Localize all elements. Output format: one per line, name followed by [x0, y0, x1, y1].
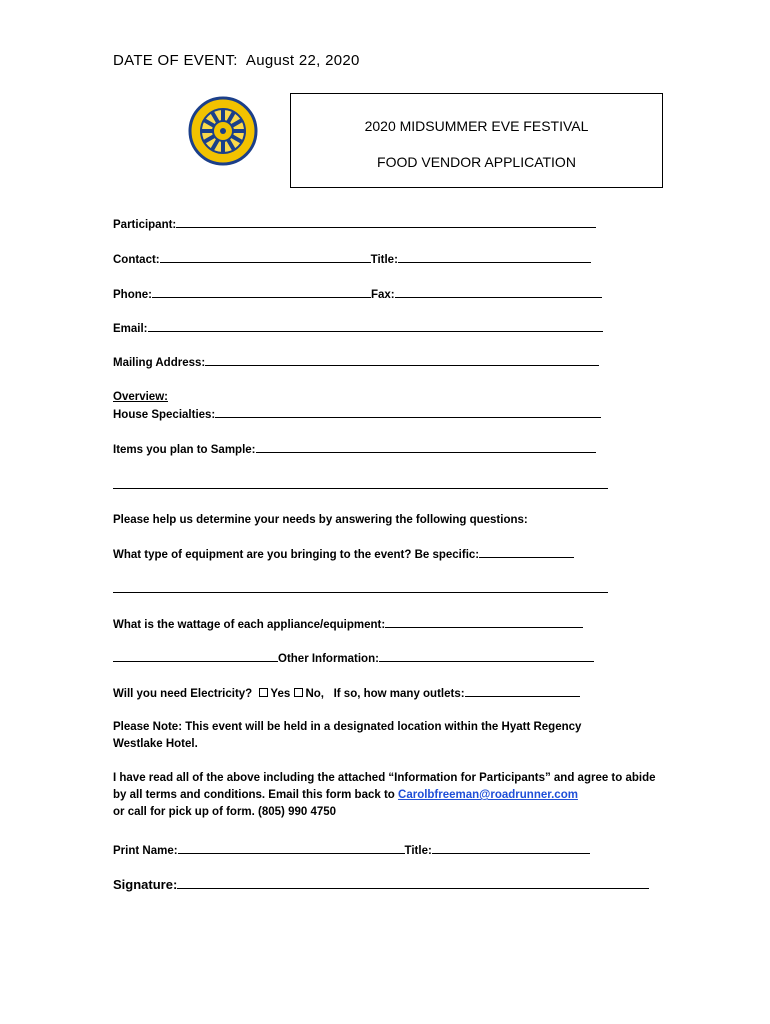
overview-heading: Overview: [113, 391, 168, 403]
wattage-field[interactable] [385, 616, 583, 628]
contact-title-label: Title: [370, 254, 398, 266]
electricity-row [113, 685, 580, 702]
questions-intro: Please help us determine your needs by answering the following questions: [113, 514, 528, 526]
email-field[interactable] [148, 320, 603, 332]
event-date-label: DATE OF EVENT: [113, 52, 238, 69]
fax-field[interactable] [395, 286, 602, 298]
participant-field[interactable] [176, 216, 596, 228]
email-row [113, 320, 603, 337]
print-title-label: Title: [404, 845, 432, 857]
email-label: Email: [113, 323, 148, 335]
phone-field[interactable] [152, 286, 371, 298]
contact-title-field[interactable] [398, 251, 591, 263]
print-title-field[interactable] [432, 842, 590, 854]
contact-field[interactable] [160, 251, 371, 263]
title-box [290, 93, 663, 188]
print-name-field[interactable] [178, 842, 405, 854]
house-specialties-label: House Specialties: [113, 409, 216, 421]
wattage-extra-field[interactable] [113, 650, 278, 662]
other-info-label: Other Information: [278, 653, 379, 665]
event-date-line [113, 52, 360, 69]
items-sample-row [113, 441, 596, 458]
house-specialties-row [113, 406, 601, 423]
agreement-text: I have read all of the above including the attached “Information for Participants” and agree to abide by all terms and conditions. Email this form back to [113, 772, 656, 801]
house-specialties-field[interactable] [215, 406, 601, 418]
participant-label: Participant: [113, 219, 177, 231]
items-sample-field[interactable] [256, 441, 596, 453]
other-info-row [113, 650, 594, 667]
print-name-label: Print Name: [113, 845, 178, 857]
mailing-address-field[interactable] [205, 354, 599, 366]
wattage-label: What is the wattage of each appliance/equipment: [113, 619, 386, 631]
phone-row [113, 286, 602, 303]
fax-label: Fax: [370, 289, 395, 301]
contact-row [113, 251, 591, 268]
agreement-paragraph [113, 770, 658, 821]
other-info-field[interactable] [379, 650, 594, 662]
signature-field[interactable] [177, 876, 649, 889]
electricity-no-checkbox[interactable] [294, 688, 303, 697]
items-sample-label: Items you plan to Sample: [113, 444, 256, 456]
equipment-label: What type of equipment are you bringing to the event? Be specific: [113, 549, 480, 561]
festival-title: 2020 MIDSUMMER EVE FESTIVAL [364, 118, 589, 134]
equipment-extra-field[interactable] [113, 581, 608, 593]
event-date-value: August 22, 2020 [245, 52, 360, 69]
contact-label: Contact: [113, 254, 160, 266]
wattage-row [113, 616, 583, 633]
outlets-field[interactable] [465, 685, 580, 697]
email-link[interactable]: Carolbfreeman@roadrunner.com [398, 789, 578, 801]
mailing-address-row [113, 354, 599, 371]
electricity-no-label: No, [305, 688, 324, 700]
print-name-row [113, 842, 590, 859]
rotary-logo [188, 96, 258, 166]
items-sample-extra-field[interactable] [113, 477, 608, 489]
electricity-label: Will you need Electricity? [113, 688, 253, 700]
items-sample-extra-line-row [113, 477, 608, 494]
signature-label: Signature: [113, 877, 178, 892]
please-note: Please Note: This event will be held in a designated location within the Hyatt Regency Westlake Hotel. [113, 721, 582, 750]
equipment-extra-line-row [113, 581, 608, 598]
agreement-call-text: or call for pick up of form. (805) 990 4750 [113, 806, 337, 818]
mailing-address-label: Mailing Address: [113, 357, 206, 369]
application-title: FOOD VENDOR APPLICATION [377, 154, 576, 170]
phone-label: Phone: [113, 289, 152, 301]
signature-row [113, 876, 649, 893]
electricity-yes-checkbox[interactable] [259, 688, 268, 697]
equipment-row [113, 546, 574, 563]
outlets-label: If so, how many outlets: [333, 688, 465, 700]
participant-row [113, 216, 596, 233]
equipment-field[interactable] [479, 546, 574, 558]
electricity-yes-label: Yes [270, 688, 291, 700]
